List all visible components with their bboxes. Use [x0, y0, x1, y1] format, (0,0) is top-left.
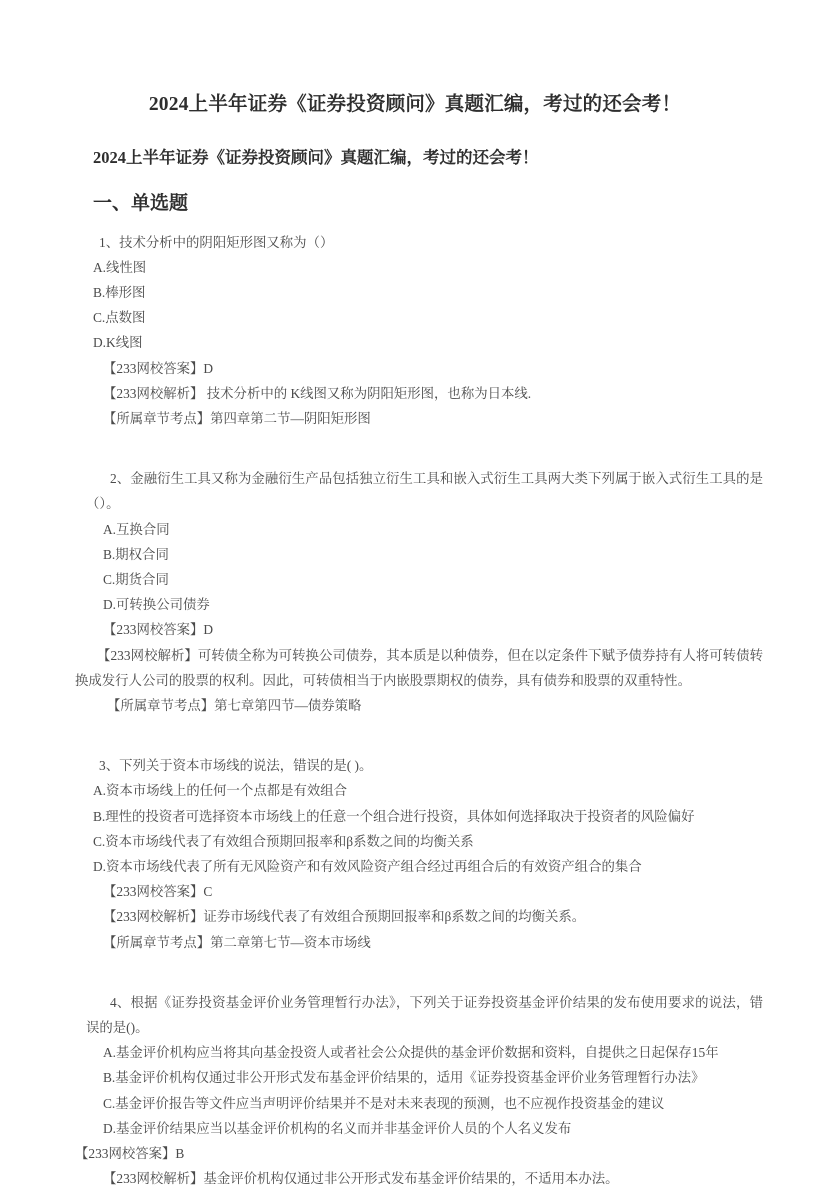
question-option: D.可转换公司债券: [103, 597, 210, 613]
question-option: C.资本市场线代表了有效组合预期回报率和β系数之间的均衡关系: [93, 833, 474, 849]
page-title: 2024上半年证券《证券投资顾问》真题汇编，考过的还会考！: [148, 94, 682, 115]
question-option: B.理性的投资者可选择资本市场线上的任意一个组合进行投资，具体如何选择取决于投资者的风险偏好: [93, 808, 695, 824]
block-spacer: [93, 431, 737, 453]
question-stem: 3、下列关于资本市场线的说法，错误的是( )。: [99, 758, 373, 774]
question-option: C.期货合同: [103, 571, 169, 587]
question-analysis: 【233网校解析】证券市场线代表了有效组合预期回报率和β系数之间的均衡关系。: [103, 909, 586, 925]
question-option: A.基金评价机构应当将其向基金投资人或者社会公众提供的基金评价数据和资料，自提供之日起保存15年: [103, 1045, 719, 1061]
question-stem: 4、根据《证券投资基金评价业务管理暂行办法》，下列关于证券投资基金评价结果的发布使用要求的说法，错误的是()。: [86, 994, 763, 1035]
question-option: C.基金评价报告等文件应当声明评价结果并不是对未来表现的预测，也不应视作投资基金的建议: [103, 1095, 665, 1111]
question-option: D.基金评价结果应当以基金评价机构的名义而并非基金评价人员的个人名义发布: [103, 1120, 572, 1136]
question-option: A.互换合同: [103, 521, 170, 537]
question-block: [93, 230, 737, 432]
question-chapter: 【所属章节考点】第二章第七节—资本市场线: [103, 934, 371, 950]
question-answer: 【233网校答案】D: [103, 360, 214, 376]
question-option: A.资本市场线上的任何一个点都是有效组合: [93, 783, 348, 799]
block-spacer: [93, 955, 737, 977]
question-block: [93, 753, 737, 955]
question-option: C.点数图: [93, 310, 146, 326]
question-analysis: 【233网校解析】 技术分析中的 K线图又称为阴阳矩形图，也称为日本线.: [103, 385, 532, 401]
question-option: D.K线图: [93, 335, 143, 351]
question-option: B.棒形图: [93, 284, 146, 300]
question-chapter: 【所属章节考点】第七章第四节—债券策略: [107, 697, 362, 713]
question-answer: 【233网校答案】D: [103, 622, 214, 638]
question-stem: 2、金融衍生工具又称为金融衍生产品包括独立衍生工具和嵌入式衍生工具两大类下列属于嵌入式衍生工具的是（）。: [86, 471, 763, 512]
question-analysis: 【233网校解析】基金评价机构仅通过非公开形式发布基金评价结果的，不适用本办法。: [103, 1171, 619, 1187]
block-spacer: [93, 718, 737, 740]
section-heading-single-choice: 一、单选题: [93, 193, 189, 214]
question-chapter: 【所属章节考点】第四章第二节—阴阳矩形图: [103, 410, 371, 426]
question-analysis: 【233网校解析】可转债全称为可转换公司债券，其本质是以种债券，但在以定条件下赋予债券持有人将可转债转换成发行人公司的股票的权利。因此，可转债相当于内嵌股票期权的债券，具有债券和股票的双重特性。: [75, 647, 763, 688]
question-answer: 【233网校答案】C: [103, 884, 213, 900]
document-subtitle: 2024上半年证券《证券投资顾问》真题汇编，考过的还会考！: [93, 148, 539, 168]
question-option: B.期权合同: [103, 546, 169, 562]
question-stem: 1、技术分析中的阴阳矩形图又称为（）: [99, 234, 334, 250]
question-answer: 【233网校答案】B: [75, 1146, 185, 1161]
question-block: [75, 466, 763, 718]
question-option: A.线性图: [93, 259, 147, 275]
question-option: D.资本市场线代表了所有无风险资产和有效风险资产组合经过再组合后的有效资产组合的集合: [93, 858, 642, 874]
question-block: [75, 990, 763, 1191]
question-option: B.基金评价机构仅通过非公开形式发布基金评价结果的，适用《证券投资基金评价业务管理暂行办法》: [103, 1070, 705, 1086]
